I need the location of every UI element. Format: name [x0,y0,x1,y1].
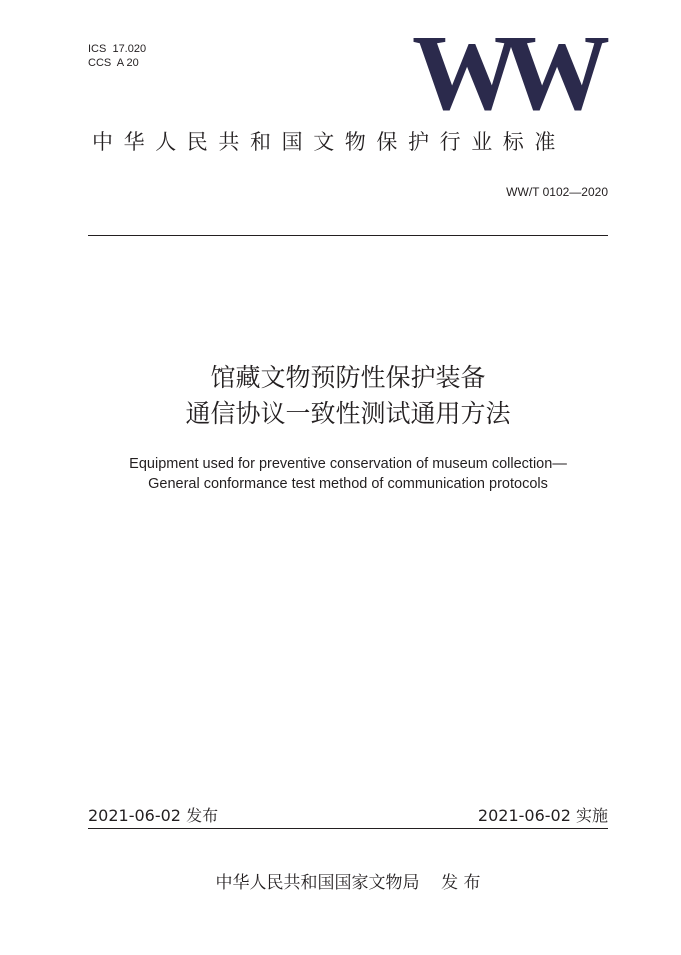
english-title-line-1: Equipment used for preventive conservation of museum collection— [129,456,567,472]
publisher: 中华人民共和国国家文物局 发 布 [215,873,481,893]
classification-codes [88,42,146,70]
english-title [88,454,608,494]
english-title-line-2: General conformance test method of communication protocols [148,476,548,492]
standard-number: WW/T 0102—2020 [506,185,608,199]
ics-code: ICS 17.020 [88,43,147,55]
ccs-code: CCS A 20 [88,57,139,69]
top-divider [88,235,608,236]
issue-date: 2021-06-02 发布 [88,806,219,825]
implementation-date: 2021-06-02 实施 [477,806,608,825]
standard-category: 中华人民共和国文物保护行业标准 [92,130,566,154]
chinese-title [88,360,608,432]
ww-logo: WW [412,14,592,133]
chinese-title-line-1: 馆藏文物预防性保护装备 [210,363,486,392]
bottom-divider [88,828,608,829]
chinese-title-line-2: 通信协议一致性测试通用方法 [185,399,511,428]
